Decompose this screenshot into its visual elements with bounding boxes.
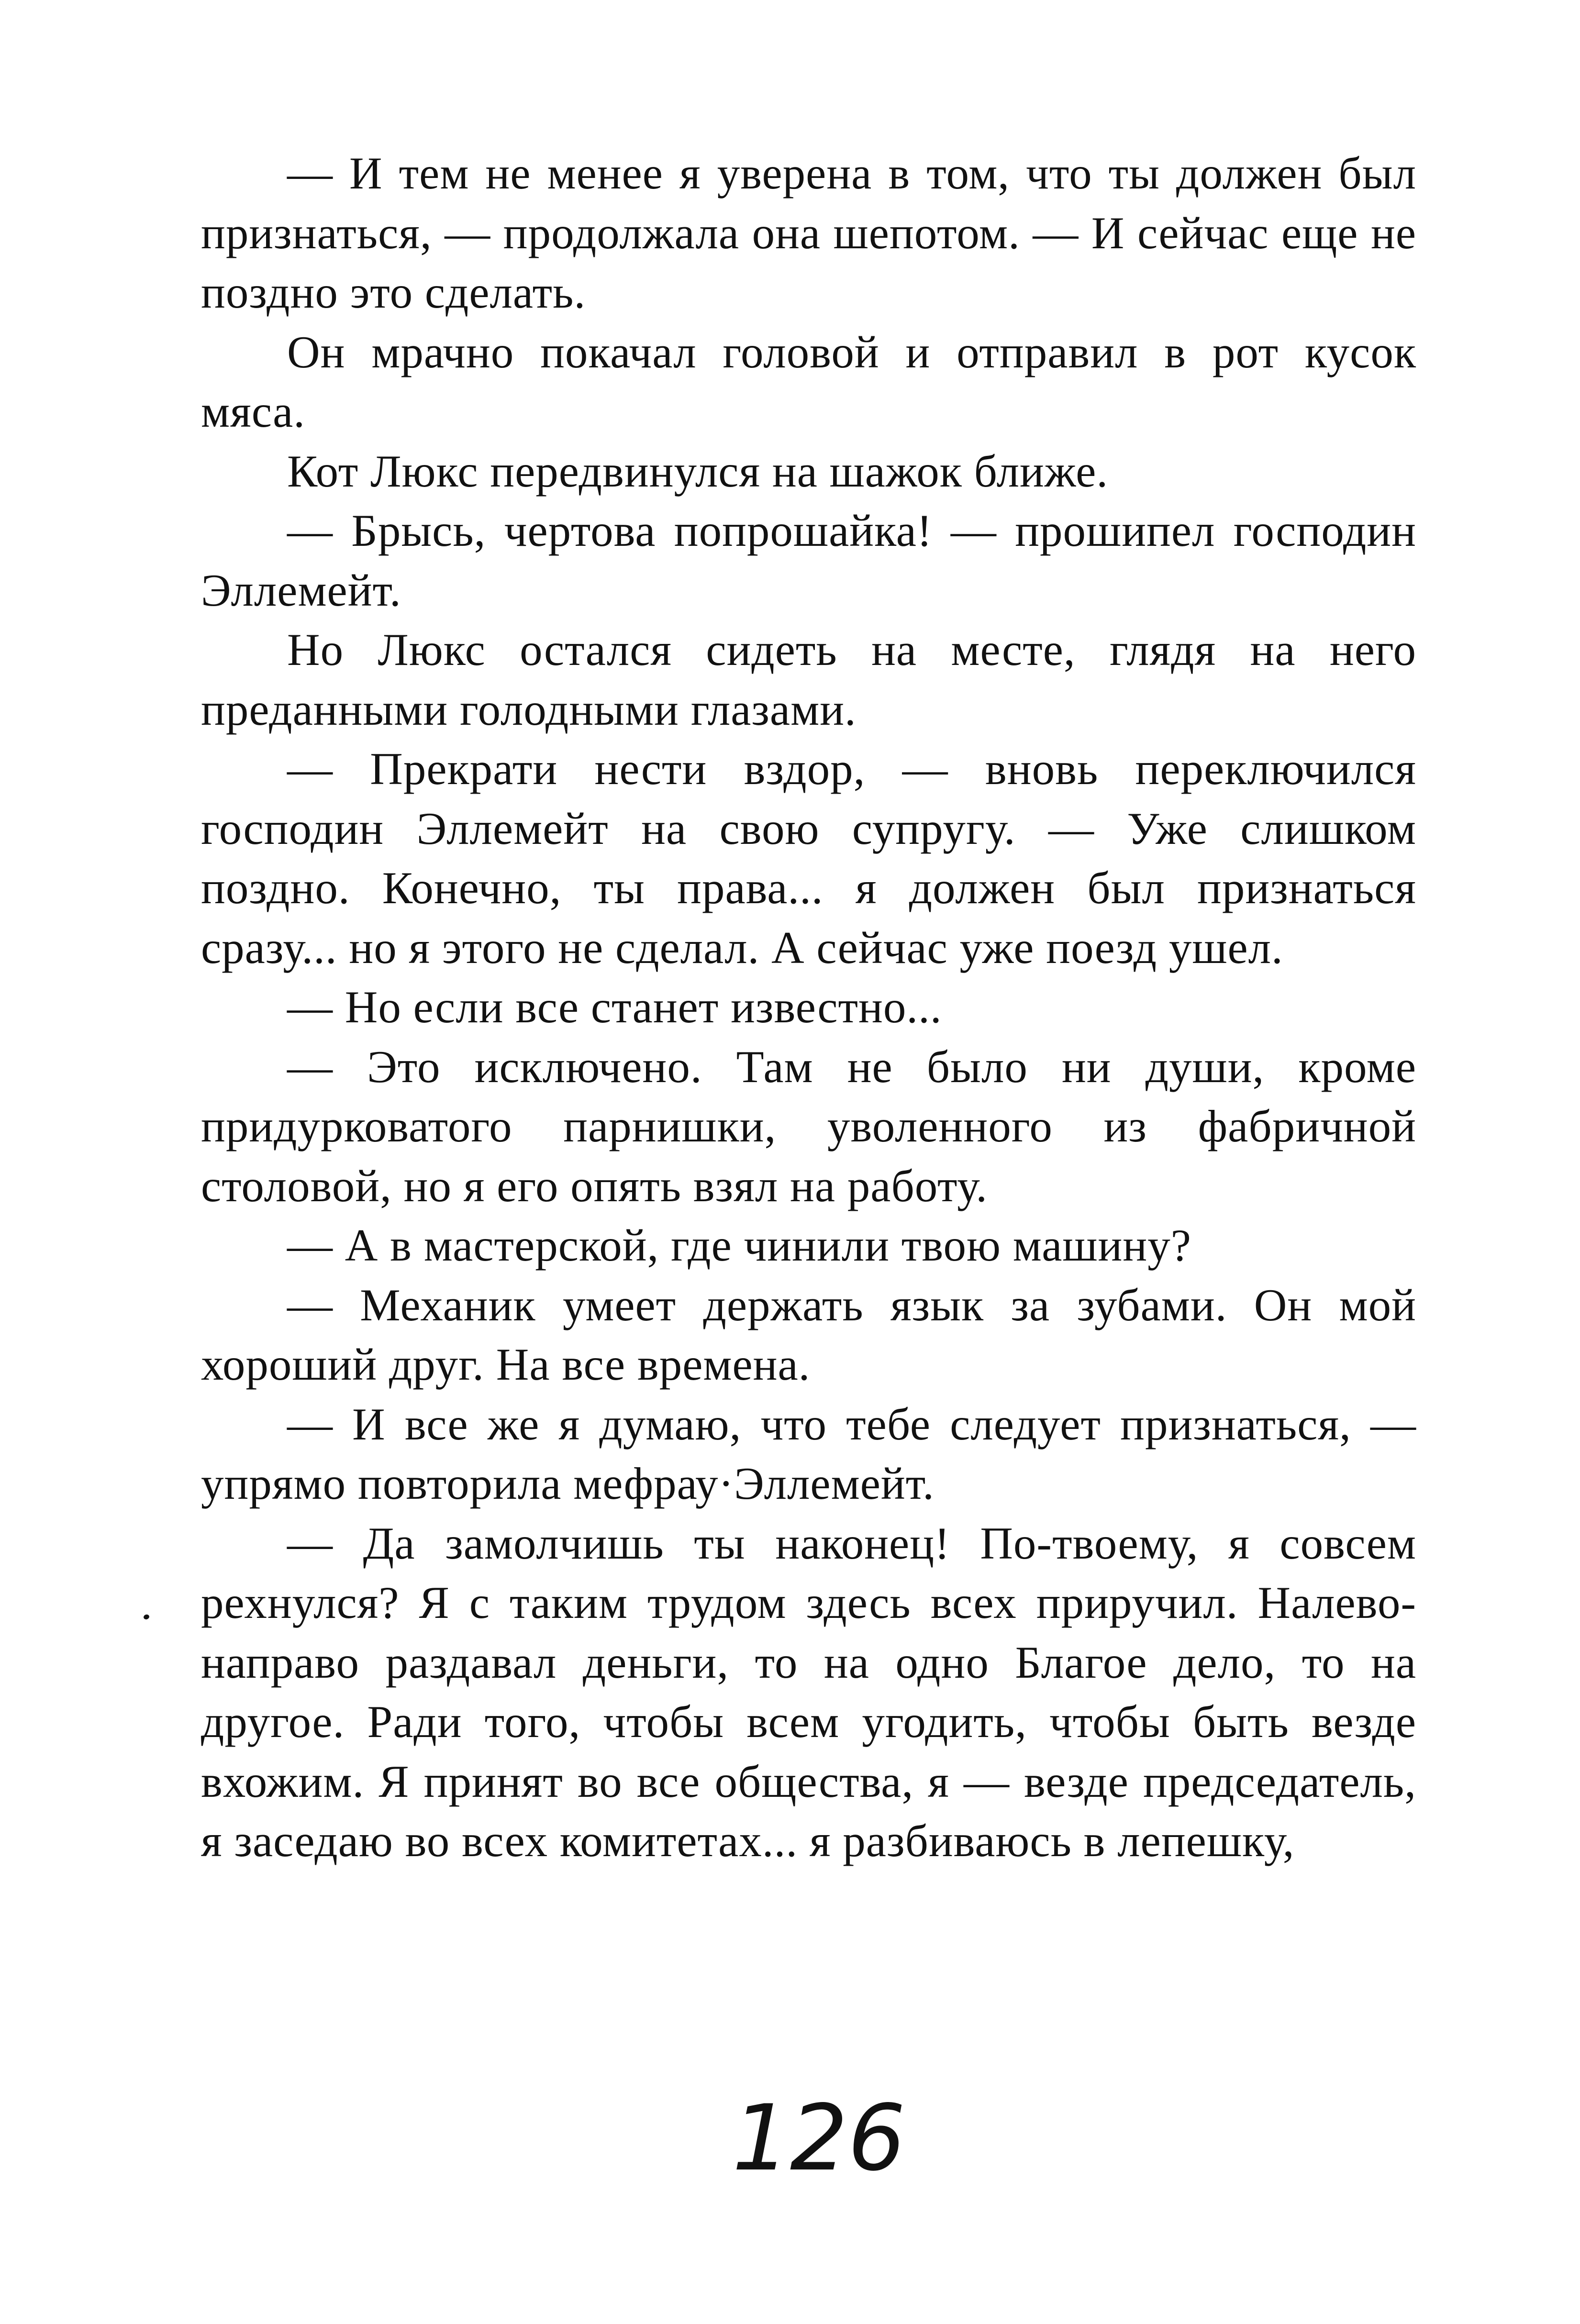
page-body	[201, 144, 1416, 1871]
paragraph: — Это исключено. Там не было ни души, кроме придурковатого парнишки, уволенного из фабричной столовой, но я его опять взял на работу.	[201, 1041, 1416, 1211]
paragraph: — Брысь, чертова попрошайка! — прошипел господин Эллемейт.	[201, 505, 1416, 616]
stray-mark	[143, 1614, 150, 1620]
paragraph: — Да замолчишь ты наконец! По-твоему, я совсем рехнулся? Я с таким трудом здесь всех приручил. Налево-направо раздавал деньги, то на одно Благое дело, то на другое. Ради того, чтобы всем угодить, чтобы быть везде вхожим. Я принят во все общества, я — везде председатель, я заседаю во всех комитетах... я разбиваюсь в лепешку,	[201, 1517, 1416, 1866]
paragraph: — Прекрати нести вздор, — вновь переключился господин Эллемейт на свою супругу. — Уже слишком поздно. Конечно, ты права... я должен был признаться сразу... но я этого не сделал. А сейчас уже поезд ушел.	[201, 743, 1416, 973]
paragraph: — И тем не менее я уверена в том, что ты должен был признаться, — продолжала она шепотом. — И сейчас еще не поздно это сделать.	[201, 148, 1416, 318]
paragraph: — Но если все станет известно...	[287, 982, 942, 1032]
paragraph: Кот Люкс передвинулся на шажок ближе.	[287, 445, 1109, 497]
paragraph: Но Люкс остался сидеть на месте, глядя на него преданными голодными глазами.	[201, 624, 1416, 735]
paragraph: — И все же я думаю, что тебе следует признаться, — упрямо повторила мефрау·Эллемейт.	[201, 1398, 1416, 1509]
paragraph: Он мрачно покачал головой и отправил в рот кусок мяса.	[201, 326, 1416, 437]
paragraph: — А в мастерской, где чинили твою машину?	[287, 1220, 1191, 1271]
paragraph: — Механик умеет держать язык за зубами. Он мой хороший друг. На все времена.	[201, 1279, 1416, 1390]
page-number: 126	[732, 2085, 906, 2191]
